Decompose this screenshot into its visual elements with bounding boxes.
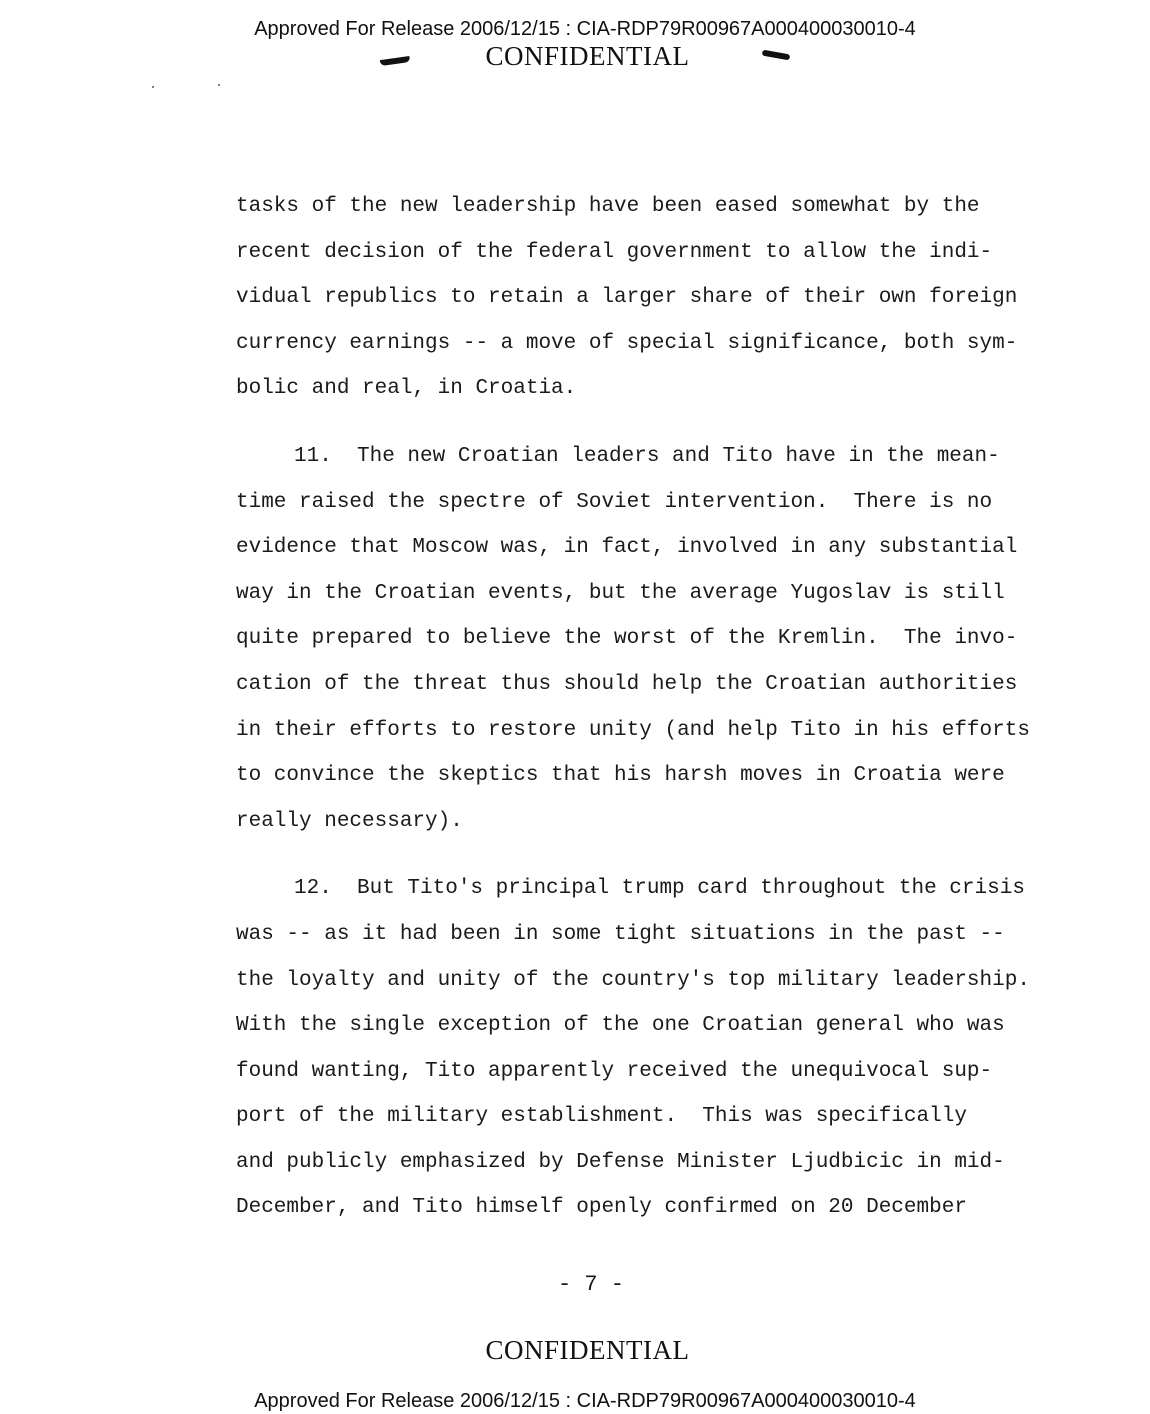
text-line: cation of the threat thus should help the Croatian authorities: [236, 672, 1018, 696]
paragraph-12: [236, 866, 1030, 1231]
text-line: and publicly emphasized by Defense Minister Ljudbicic in mid-: [236, 1150, 1005, 1174]
scan-speck: [218, 84, 220, 86]
text-line: tasks of the new leadership have been eased somewhat by the: [236, 195, 980, 218]
text-line: to convince the skeptics that his harsh moves in Croatia were: [236, 764, 1005, 788]
text-line: quite prepared to believe the worst of the Kremlin. The invo-: [236, 627, 1018, 651]
text-line: was -- as it had been in some tight situations in the past --: [236, 922, 1005, 946]
paragraph-continuation: [236, 184, 1018, 412]
text-line: December, and Tito himself openly confirmed on 20 December: [236, 1196, 967, 1220]
paragraph-11: [236, 434, 1030, 844]
text-line: recent decision of the federal government to allow the indi-: [236, 240, 993, 264]
text-line: time raised the spectre of Soviet intervention. There is no: [236, 490, 993, 514]
text-line: in their efforts to restore unity (and help Tito in his efforts: [236, 718, 1030, 742]
scan-speck: [152, 86, 154, 88]
text-line: found wanting, Tito apparently received the unequivocal sup-: [236, 1059, 993, 1083]
page-number: - 7 -: [557, 1272, 624, 1297]
text-line: currency earnings -- a move of special significance, both sym-: [236, 331, 1018, 355]
text-line: evidence that Moscow was, in fact, involved in any substantial: [236, 536, 1018, 560]
text-line: way in the Croatian events, but the average Yugoslav is still: [236, 581, 1005, 605]
text-line: bolic and real, in Croatia.: [236, 377, 577, 401]
text-line: port of the military establishment. This was specifically: [236, 1105, 967, 1129]
classification-footer: CONFIDENTIAL: [485, 1335, 690, 1365]
document-body: [236, 184, 1030, 1231]
paragraph-gap: [236, 412, 976, 434]
text-line: really necessary).: [236, 809, 463, 833]
text-line: 11. The new Croatian leaders and Tito have in the mean-: [294, 444, 1000, 468]
text-line: the loyalty and unity of the country's top military leadership.: [236, 968, 1030, 992]
classification-header: CONFIDENTIAL: [485, 41, 690, 71]
release-stamp-bottom: Approved For Release 2006/12/15 : CIA-RDP79R00967A000400030010-4: [254, 1390, 916, 1412]
text-line: 12. But Tito's principal trump card throughout the crisis: [294, 877, 1025, 901]
text-line: With the single exception of the one Croatian general who was: [236, 1014, 1005, 1038]
release-stamp-top: Approved For Release 2006/12/15 : CIA-RDP79R00967A000400030010-4: [254, 18, 916, 40]
paragraph-gap: [236, 844, 976, 866]
text-line: vidual republics to retain a larger share of their own foreign: [236, 286, 1018, 310]
